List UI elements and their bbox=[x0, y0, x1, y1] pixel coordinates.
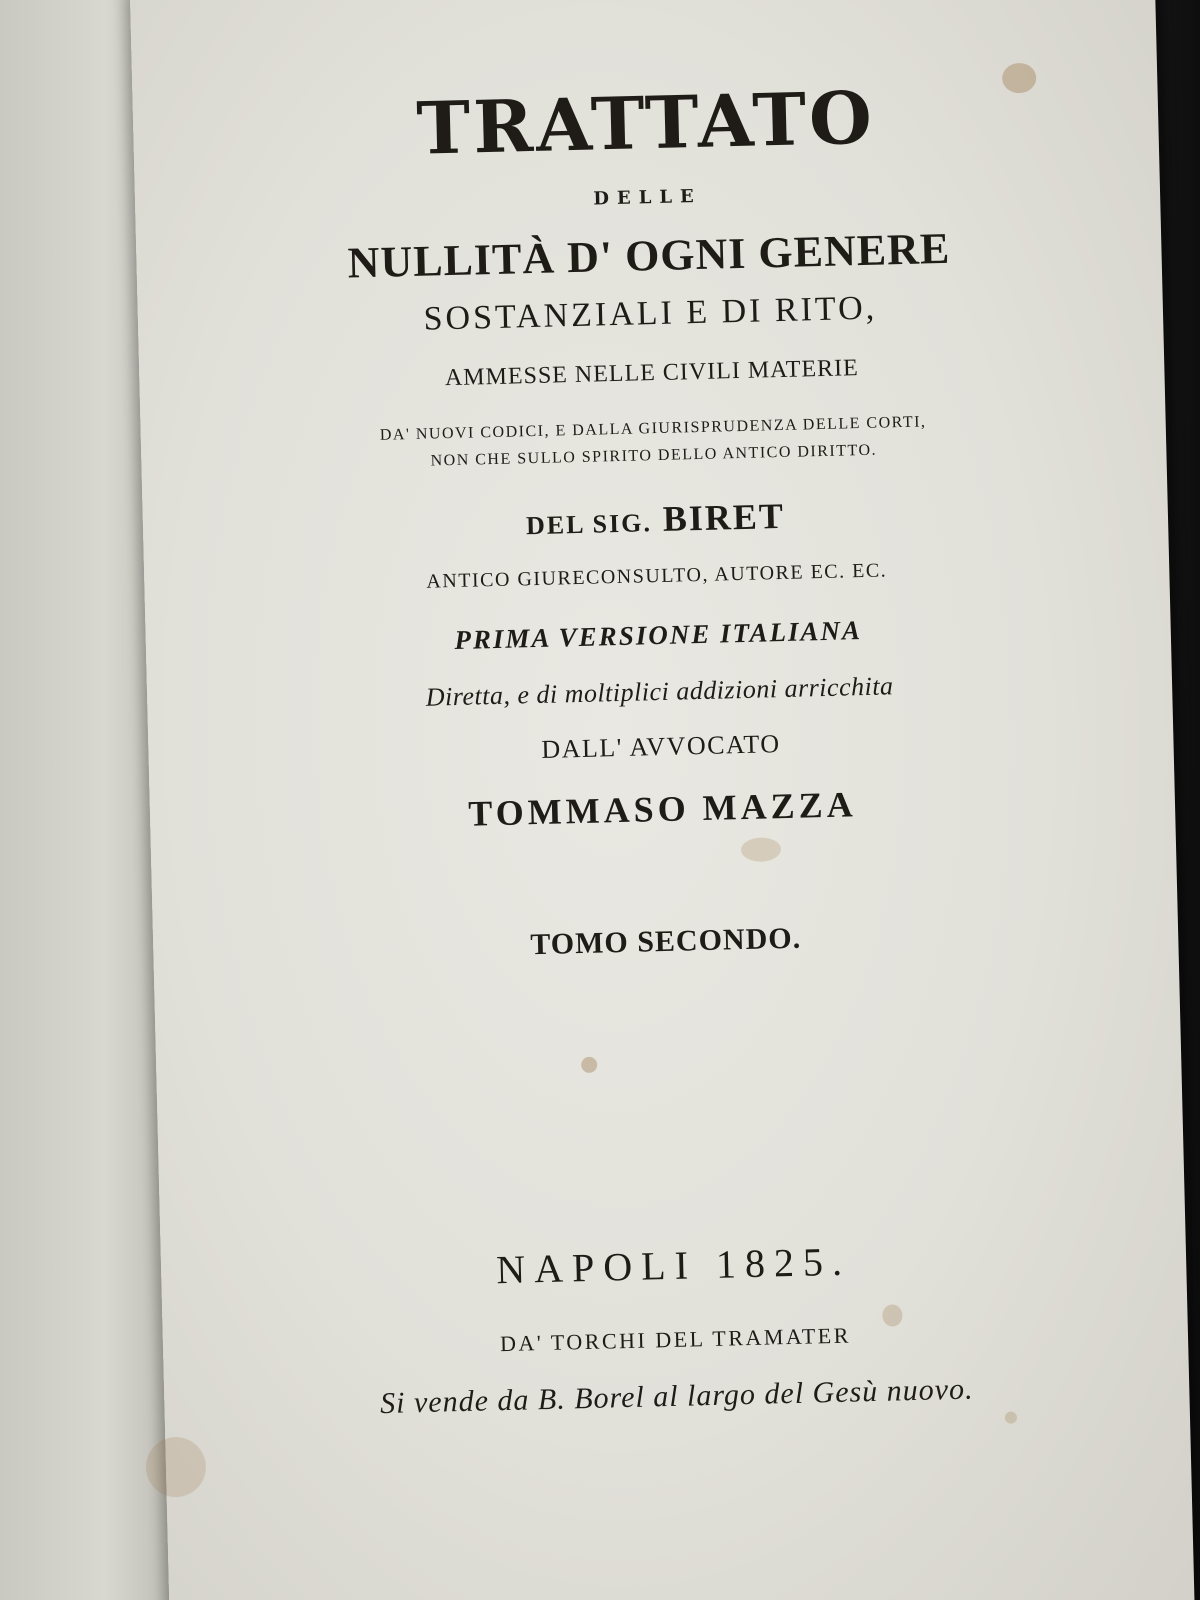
author-prefix: DEL SIG. bbox=[525, 508, 653, 541]
volume-label: TOMO SECONDO. bbox=[529, 921, 802, 962]
author-line bbox=[143, 486, 1169, 553]
book-title: TRATTATO bbox=[415, 74, 876, 171]
author-titles: ANTICO GIURECONSULTO, AUTORE EC. EC. bbox=[426, 559, 888, 593]
author-name: BIRET bbox=[662, 495, 786, 539]
subject-scope: AMMESSE NELLE CIVILI MATERIE bbox=[444, 355, 860, 392]
imprint-place-year: NAPOLI 1825. bbox=[495, 1238, 852, 1293]
title-connector: DELLE bbox=[593, 185, 702, 210]
edition-statement: PRIMA VERSIONE ITALIANA bbox=[454, 615, 863, 656]
subject-qualifier: SOSTANZIALI E DI RITO, bbox=[423, 289, 878, 338]
translator-name: TOMMASO MAZZA bbox=[467, 784, 858, 834]
seller-line: Si vende da B. Borel al largo del Gesù nuovo. bbox=[379, 1372, 974, 1421]
book-subject: NULLITÀ D' OGNI GENERE bbox=[347, 223, 951, 288]
sources-line-1: DA' NUOVI CODICI, E DALLA GIURISPRUDENZA DELLE CORTI, bbox=[379, 413, 927, 444]
sources-line-2: NON CHE SULLO SPIRITO DELLO ANTICO DIRITTO. bbox=[430, 441, 878, 470]
title-page-text bbox=[130, 0, 1195, 1600]
title-page bbox=[130, 0, 1195, 1600]
translator-prefix: DALL' AVVOCATO bbox=[541, 729, 781, 764]
printer-line: DA' TORCHI DEL TRAMATER bbox=[499, 1322, 852, 1357]
edition-note: Diretta, e di moltiplici addizioni arricchita bbox=[425, 671, 894, 712]
